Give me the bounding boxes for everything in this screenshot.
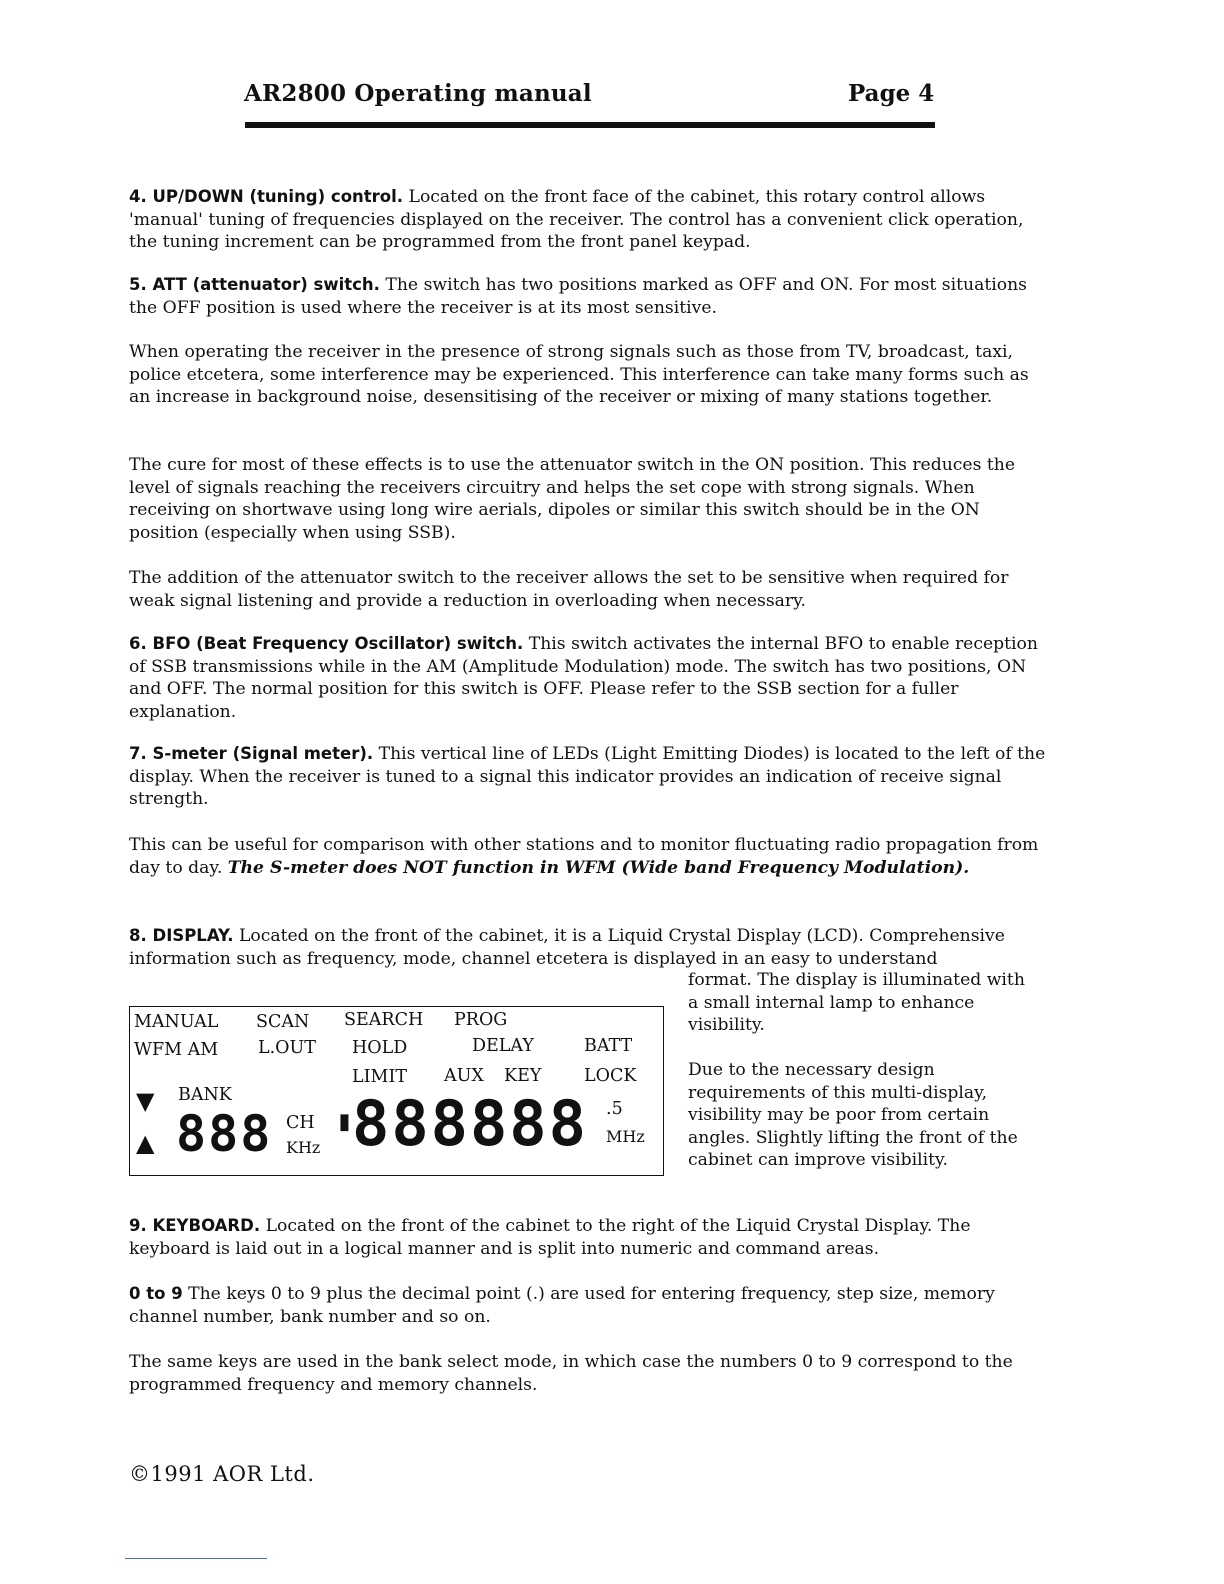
section-8-side-text-2: Due to the necessary design requirements of this multi-display, visibility may be poor from certain angles. Slightly lifting the front of the cabinet can improve visibility. (688, 1060, 1018, 1170)
lcd-point5-label: .5 (606, 1099, 623, 1119)
lcd-lock-label: LOCK (584, 1066, 637, 1086)
lcd-channel-digits: 888 (176, 1105, 273, 1163)
lcd-limit-label: LIMIT (352, 1067, 408, 1087)
lcd-display-figure (129, 1006, 664, 1176)
lcd-bank-label: BANK (178, 1085, 232, 1105)
copyright-footer: ©1991 AOR Ltd. (129, 1462, 315, 1486)
lcd-search-label: SEARCH (344, 1010, 424, 1030)
bottom-divider (125, 1558, 267, 1559)
lcd-frequency-prefix-icon: ▮ (336, 1104, 355, 1137)
up-arrow-icon: ▲ (136, 1129, 155, 1157)
section-6-heading: 6. BFO (Beat Frequency Oscillator) switch. (129, 634, 524, 653)
section-8-side-text-1: format. The display is illuminated with a small internal lamp to enhance visibility. (688, 970, 1025, 1035)
lcd-mhz-label: MHz (606, 1127, 645, 1146)
section-0-to-9-heading: 0 to 9 (129, 1284, 183, 1303)
section-5-paragraph-2: When operating the receiver in the presence of strong signals such as those from TV, broadcast, taxi, police etcetera, some interference may be experienced. This interference can take many forms such as an increase in background noise, desensitising of the receiver or mixing of many stations together. (129, 342, 1029, 407)
lcd-lout-label: L.OUT (258, 1038, 316, 1058)
lcd-aux-label: AUX (444, 1066, 484, 1086)
header-rule (245, 122, 935, 128)
section-0-to-9-text: The keys 0 to 9 plus the decimal point (.) are used for entering frequency, step size, memory channel number, bank number and so on. (129, 1284, 995, 1327)
lcd-prog-label: PROG (454, 1010, 508, 1030)
lcd-key-label: KEY (504, 1066, 542, 1086)
section-4-heading: 4. UP/DOWN (tuning) control. (129, 187, 404, 206)
section-6 (129, 633, 1049, 723)
section-9 (129, 1215, 1049, 1260)
lcd-khz-label: KHz (286, 1138, 321, 1157)
lcd-batt-label: BATT (584, 1036, 633, 1056)
page-title: AR2800 Operating manual (244, 80, 592, 107)
section-7-heading: 7. S-meter (Signal meter). (129, 744, 374, 763)
lcd-delay-label: DELAY (472, 1036, 534, 1056)
section-5-heading: 5. ATT (attenuator) switch. (129, 275, 380, 294)
lcd-wfm-am-label: WFM AM (134, 1040, 219, 1060)
section-0-to-9-paragraph-2: The same keys are used in the bank select mode, in which case the numbers 0 to 9 correspond to the programmed frequency and memory channels. (129, 1352, 1013, 1395)
lcd-frequency-digits: 888888 (352, 1087, 588, 1160)
section-8-text: Located on the front of the cabinet, it is a Liquid Crystal Display (LCD). Comprehensive information such as frequency, mode, channel etcetera is displayed in an easy to understand (129, 926, 1005, 969)
down-arrow-icon: ▼ (136, 1087, 155, 1115)
section-4 (129, 186, 1049, 254)
page-number: Page 4 (848, 80, 935, 107)
section-6-text: This switch activates the internal BFO to enable reception of SSB transmissions while in the AM (Amplitude Modulation) mode. The switch has two positions, ON and OFF. The normal position for this switch is OFF. Please refer to the SSB section for a fuller explanation. (129, 634, 1038, 722)
section-5-text: The switch has two positions marked as OFF and ON. For most situations the OFF position is used where the receiver is at its most sensitive. (129, 275, 1027, 318)
wfm-warning: The S-meter does NOT function in WFM (Wide band Frequency Modulation). (227, 857, 970, 878)
section-8-heading: 8. DISPLAY. (129, 926, 234, 945)
lcd-scan-label: SCAN (256, 1012, 310, 1032)
section-9-text: Located on the front of the cabinet to the right of the Liquid Crystal Display. The keyboard is laid out in a logical manner and is split into numeric and command areas. (129, 1216, 971, 1259)
lcd-ch-label: CH (286, 1113, 315, 1133)
section-7 (129, 743, 1049, 811)
section-7-text: This vertical line of LEDs (Light Emitting Diodes) is located to the left of the display. When the receiver is tuned to a signal this indicator provides an indication of receive signal strength. (129, 744, 1046, 809)
section-7-paragraph-2 (129, 834, 1049, 879)
section-0-to-9 (129, 1283, 1049, 1328)
section-5-paragraph-3: The cure for most of these effects is to use the attenuator switch in the ON position. This reduces the level of signals reaching the receivers circuitry and helps the set cope with strong signals. When receiving on shortwave using long wire aerials, dipoles or similar this switch should be in the ON position (especially when using SSB). (129, 455, 1016, 543)
lcd-hold-label: HOLD (352, 1038, 408, 1058)
section-5-paragraph-4: The addition of the attenuator switch to the receiver allows the set to be sensitive when required for weak signal listening and provide a reduction in overloading when necessary. (129, 568, 1009, 611)
section-5 (129, 274, 1049, 319)
section-4-text: Located on the front face of the cabinet, this rotary control allows 'manual' tuning of frequencies displayed on the receiver. The control has a convenient click operation, the tuning increment can be programmed from the front panel keypad. (129, 187, 1024, 252)
section-8 (129, 925, 1049, 970)
lcd-manual-label: MANUAL (134, 1012, 219, 1032)
section-7-paragraph-2-text: This can be useful for comparison with other stations and to monitor fluctuating radio propagation from day to day. (129, 835, 1039, 878)
section-9-heading: 9. KEYBOARD. (129, 1216, 261, 1235)
